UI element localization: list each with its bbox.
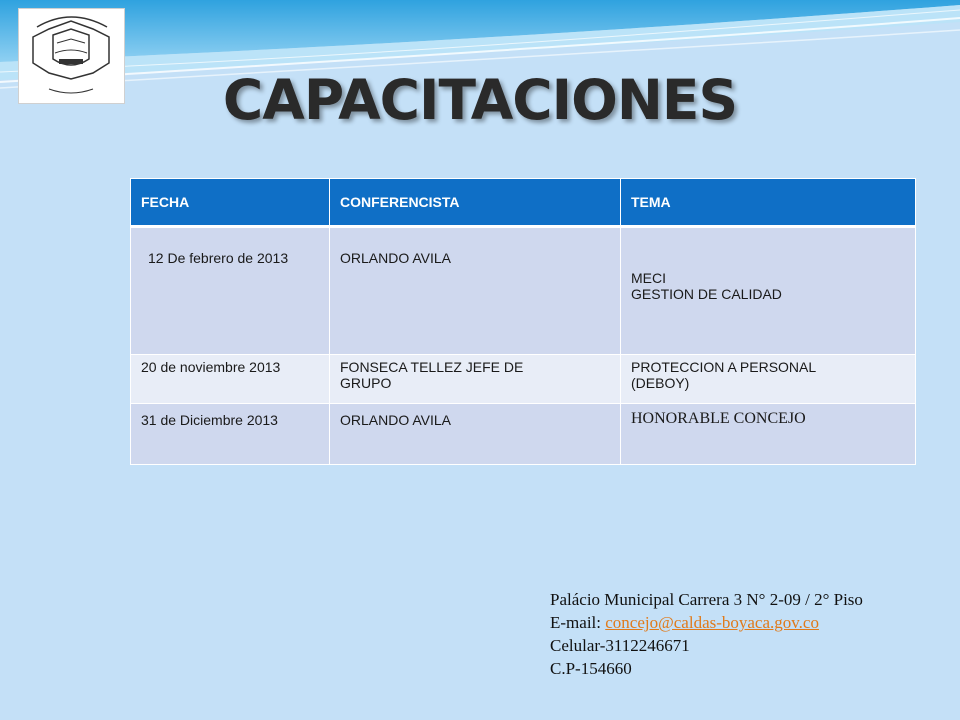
cell-fecha: 20 de noviembre 2013 bbox=[131, 355, 330, 404]
conferencista-line: GRUPO bbox=[340, 375, 392, 391]
table-row bbox=[131, 404, 916, 465]
table-header-row bbox=[131, 179, 916, 227]
cell-tema bbox=[621, 227, 916, 355]
email-label: E-mail: bbox=[550, 613, 606, 632]
column-header-tema: TEMA bbox=[621, 179, 916, 227]
cell-conferencista: ORLANDO AVILA bbox=[330, 227, 621, 355]
cell-conferencista bbox=[330, 355, 621, 404]
conferencista-line: FONSECA TELLEZ JEFE DE bbox=[340, 359, 524, 375]
email-line bbox=[550, 611, 863, 634]
cell-tema: HONORABLE CONCEJO bbox=[621, 404, 916, 465]
trainings-table bbox=[130, 178, 916, 465]
column-header-conferencista: CONFERENCISTA bbox=[330, 179, 621, 227]
tema-line: PROTECCION A PERSONAL bbox=[631, 359, 817, 375]
address-line: Palácio Municipal Carrera 3 N° 2-09 / 2° Piso bbox=[550, 590, 863, 609]
cell-fecha: 12 De febrero de 2013 bbox=[131, 227, 330, 355]
tema-line: MECI bbox=[631, 270, 666, 286]
table-row bbox=[131, 227, 916, 355]
phone-line: Celular-3112246671 bbox=[550, 636, 690, 655]
contact-block bbox=[550, 588, 863, 680]
cell-tema bbox=[621, 355, 916, 404]
table-row bbox=[131, 355, 916, 404]
cell-fecha: 31 de Diciembre 2013 bbox=[131, 404, 330, 465]
tema-line: GESTION DE CALIDAD bbox=[631, 286, 782, 302]
postal-code-line: C.P-154660 bbox=[550, 659, 632, 678]
email-link[interactable]: concejo@caldas-boyaca.gov.co bbox=[605, 613, 819, 632]
column-header-fecha: FECHA bbox=[131, 179, 330, 227]
tema-line: (DEBOY) bbox=[631, 375, 690, 391]
page-title: CAPACITACIONES bbox=[222, 68, 738, 132]
cell-conferencista: ORLANDO AVILA bbox=[330, 404, 621, 465]
